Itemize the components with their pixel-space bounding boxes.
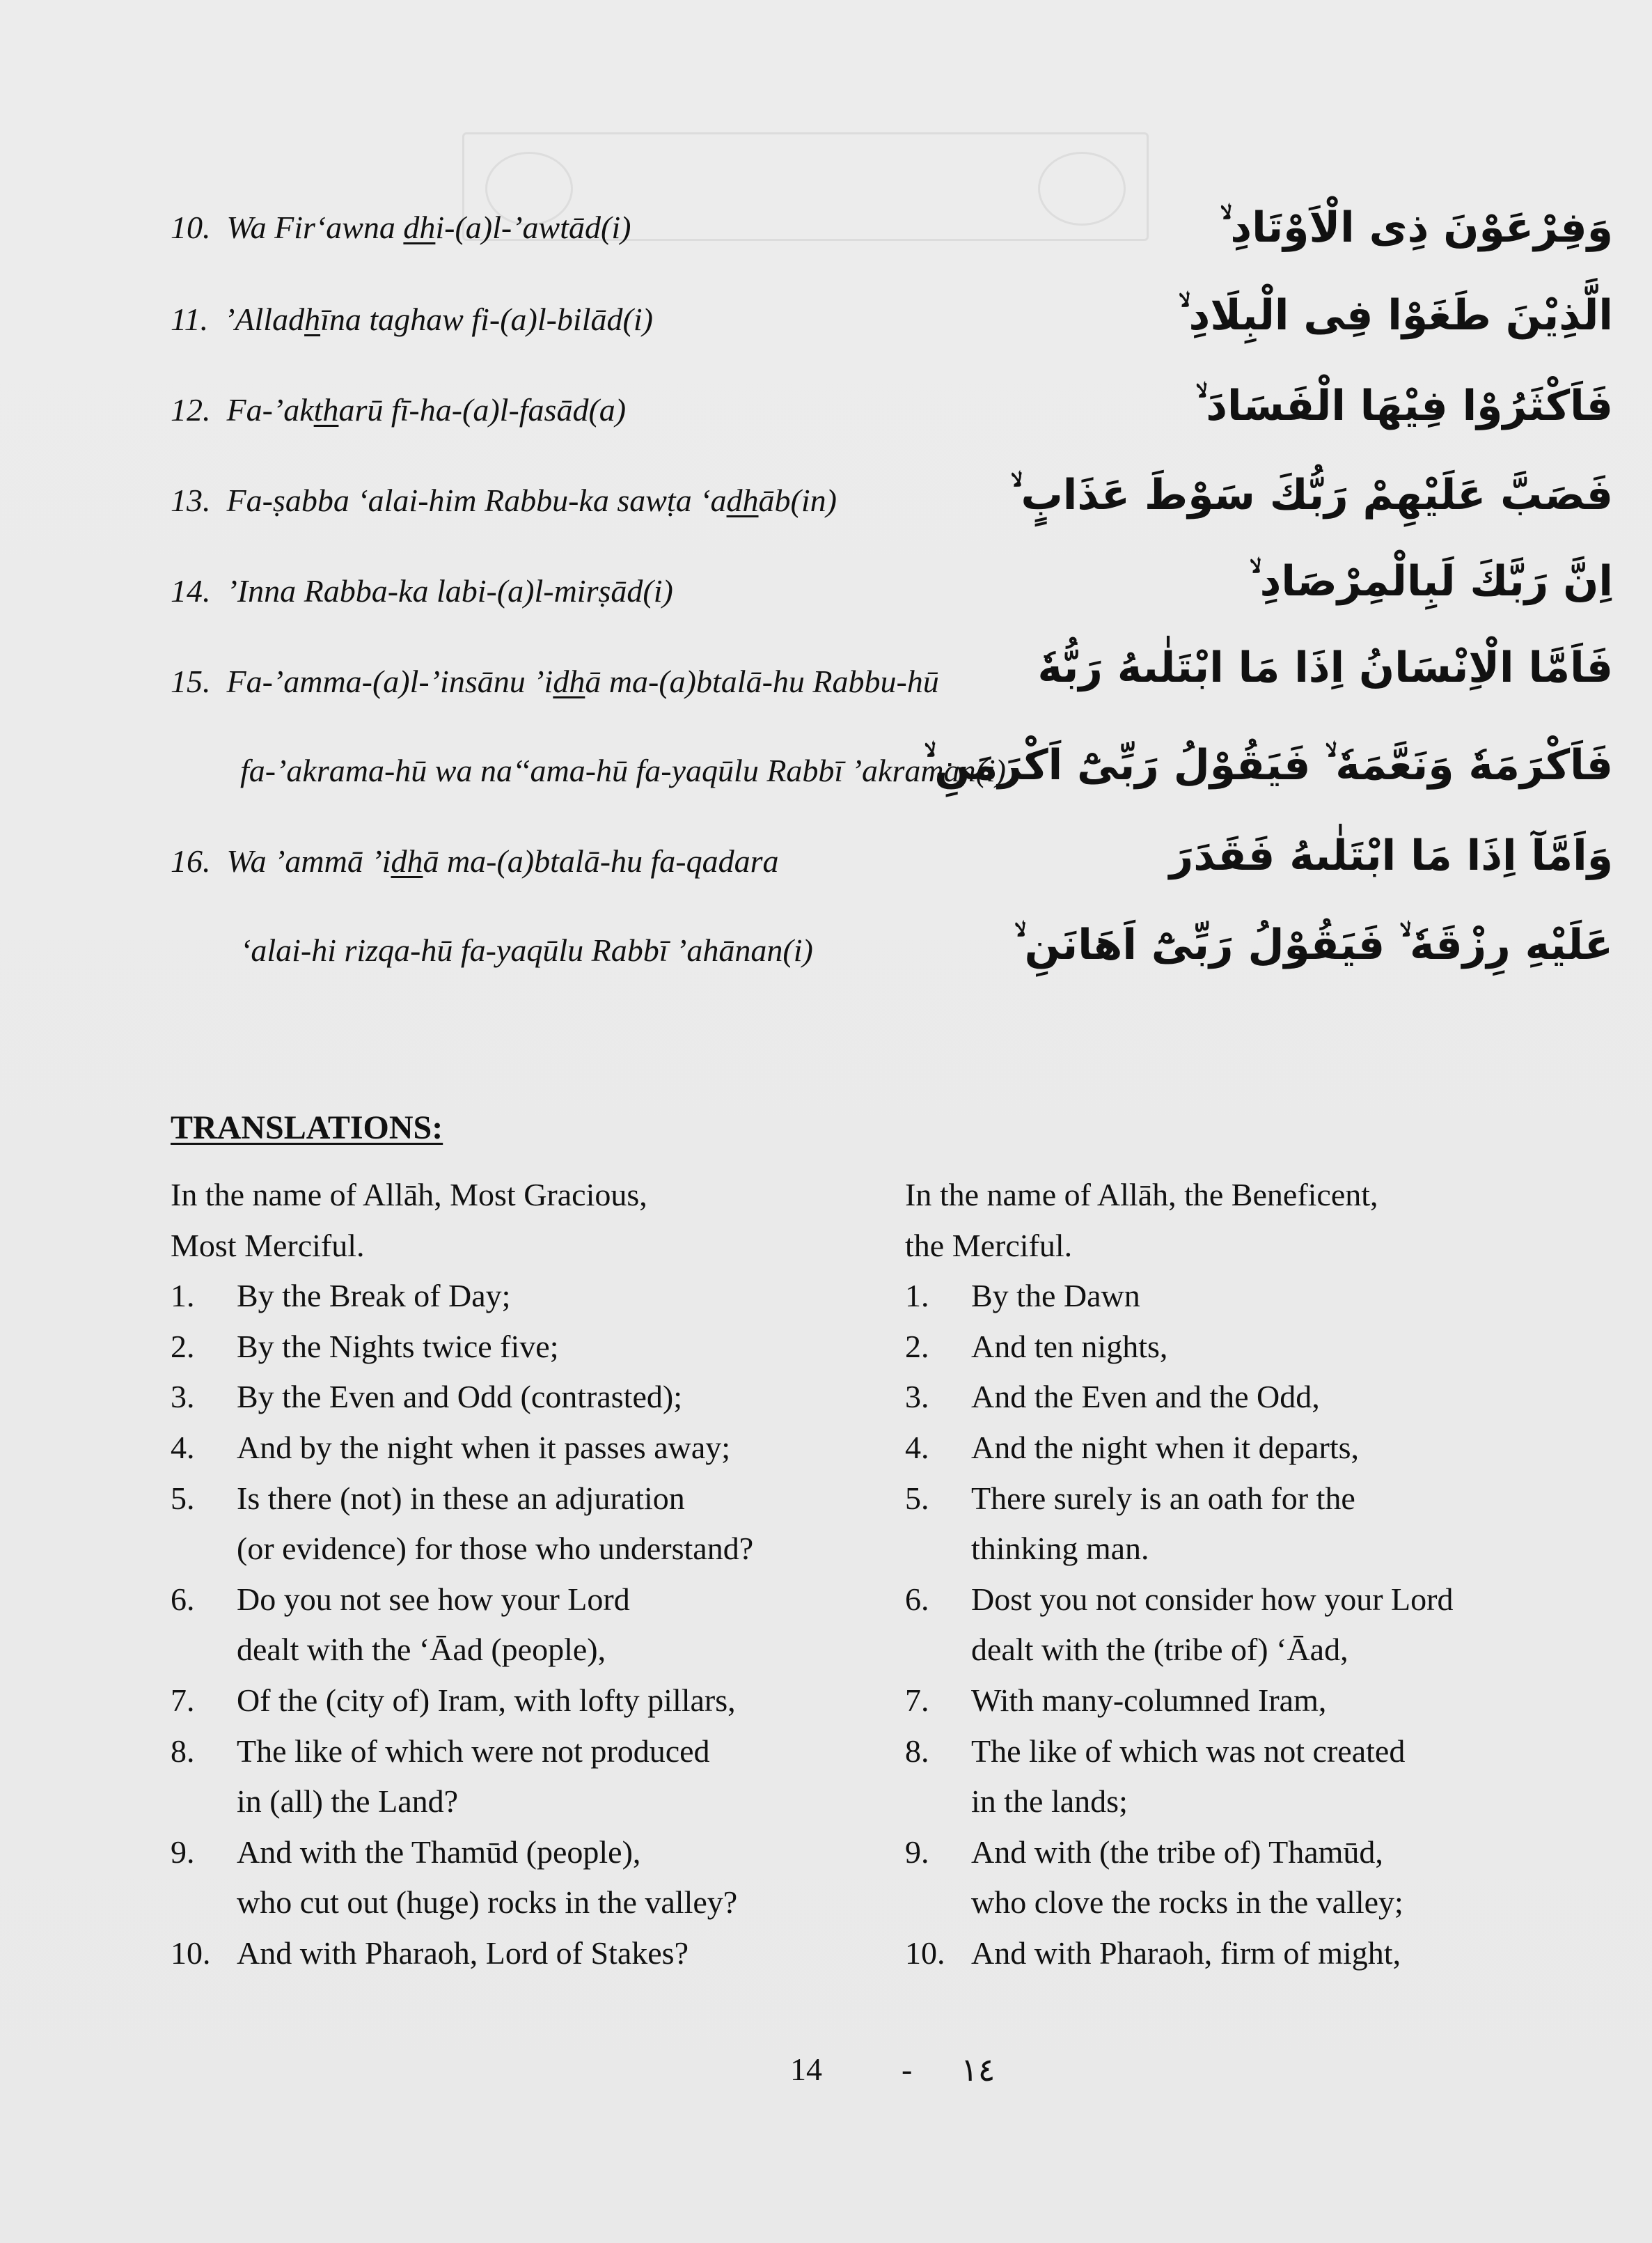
right-translation-item [905, 1474, 1601, 1574]
right-translation-item [905, 1322, 1601, 1373]
verse-text-underlined: dh [391, 843, 423, 879]
item-number: 8. [171, 1733, 195, 1769]
verse-transliteration [240, 752, 1006, 789]
verse-text: Wa Fir‘awna [226, 210, 404, 245]
right-translation-item [905, 1271, 1601, 1322]
verse-number: 10. [171, 210, 211, 245]
item-text [237, 1726, 867, 1827]
item-line: And with (the tribe of) Thamūd, [971, 1834, 1383, 1870]
item-number: 5. [171, 1480, 195, 1516]
verse-transliteration [171, 663, 939, 700]
right-translation-item [905, 1372, 1601, 1423]
item-line: By the Nights twice five; [237, 1328, 559, 1364]
verse-text: Fa-’ak [226, 392, 314, 428]
left-translation-item [171, 1827, 867, 1928]
verse-text: Wa ’ammā ’i [226, 843, 391, 879]
item-text [237, 1372, 867, 1423]
left-intro-line-1: In the name of Allāh, Most Gracious, [171, 1177, 647, 1212]
item-text [971, 1827, 1601, 1928]
item-line: And with Pharaoh, Lord of Stakes? [237, 1935, 689, 1971]
item-line: dealt with the (tribe of) ‘Āad, [971, 1632, 1348, 1668]
verse-number: 12. [171, 392, 211, 428]
item-text [971, 1675, 1601, 1726]
item-text [971, 1322, 1601, 1373]
item-text [971, 1372, 1601, 1423]
left-translation-item [171, 1372, 867, 1423]
verse-arabic: فَاَكْرَمَهٗ وَنَعَّمَهٗ ۙ فَيَقُوْلُ رَبِّىْٓ اَكْرَمَنِ ۙ [924, 741, 1613, 790]
verse-transliteration [171, 572, 673, 609]
item-number: 3. [171, 1379, 195, 1415]
item-line: Do you not see how your Lord [237, 1581, 630, 1617]
verse-text-underlined: th [313, 392, 339, 428]
verse-text: Fa-ṣabba ‘alai-him Rabbu-ka sawṭa ‘a [226, 483, 727, 518]
verse-arabic: فَاَمَّا الْاِنْسَانُ اِذَا مَا ابْتَلٰىهُ رَبُّهٗ [1037, 643, 1613, 692]
page-separator: - [902, 2051, 913, 2087]
left-translation-item [171, 1474, 867, 1574]
verse-text-underlined: h [304, 302, 321, 337]
item-line: in the lands; [971, 1783, 1128, 1820]
verse-text: ‘alai-hi rizqa-hū fa-yaqūlu Rabbī ’ahānan(i) [240, 932, 813, 968]
right-translation-item [905, 1928, 1601, 1979]
item-line: There surely is an oath for the [971, 1480, 1355, 1516]
right-intro-line-1: In the name of Allāh, the Beneficent, [905, 1177, 1378, 1212]
item-number: 9. [171, 1834, 195, 1870]
verse-text: īna taghaw fi-(a)l-bilād(i) [320, 302, 653, 337]
item-line: And by the night when it passes away; [237, 1429, 731, 1465]
item-line: Of the (city of) Iram, with lofty pillars, [237, 1682, 736, 1718]
verse-arabic: عَلَيْهِ رِزْقَهٗ ۙ فَيَقُوْلُ رَبِّىْٓ اَهَانَنِ ۙ [1014, 921, 1613, 969]
page-number: 14 [790, 2051, 822, 2087]
verse-text: āb(in) [758, 483, 837, 518]
left-translation-item [171, 1423, 867, 1474]
item-number: 7. [171, 1682, 195, 1718]
item-text [237, 1322, 867, 1373]
verse-text-underlined: dh [553, 664, 585, 699]
verse-arabic: اِنَّ رَبَّكَ لَبِالْمِرْصَادِ ۙ [1249, 557, 1613, 606]
verse-text: ā ma-(a)btalā-hu fa-qadara [423, 843, 779, 879]
item-number: 10. [171, 1935, 211, 1971]
item-line: By the Dawn [971, 1278, 1140, 1314]
item-number: 6. [905, 1581, 929, 1617]
verse-arabic: فَاَكْثَرُوْا فِيْهَا الْفَسَادَ ۙ [1195, 382, 1613, 430]
verse-text: ’Allad [224, 302, 305, 337]
item-line: who clove the rocks in the valley; [971, 1884, 1403, 1921]
item-number: 1. [171, 1278, 195, 1314]
item-text [971, 1928, 1601, 1979]
item-number: 2. [171, 1328, 195, 1364]
item-line: The like of which was not created [971, 1733, 1406, 1769]
translation-left-column [171, 1170, 867, 1979]
verse-text-underlined: dh [726, 483, 759, 518]
verse-number: 14. [171, 573, 211, 609]
left-items [171, 1271, 867, 1978]
right-translation-item [905, 1675, 1601, 1726]
verse-arabic: وَاَمَّآ اِذَا مَا ابْتَلٰىهُ فَقَدَرَ [1169, 831, 1613, 880]
item-line: who cut out (huge) rocks in the valley? [237, 1884, 738, 1921]
left-translation-item [171, 1271, 867, 1322]
item-text [237, 1474, 867, 1574]
item-line: (or evidence) for those who understand? [237, 1531, 754, 1567]
left-translation-item [171, 1928, 867, 1979]
item-number: 8. [905, 1733, 929, 1769]
item-number: 9. [905, 1834, 929, 1870]
right-translation-item [905, 1726, 1601, 1827]
verse-transliteration [240, 932, 813, 969]
verse-text: Fa-’amma-(a)l-’insānu ’i [226, 664, 553, 699]
verse-arabic: فَصَبَّ عَلَيْهِمْ رَبُّكَ سَوْطَ عَذَابٍ ۙ [1010, 471, 1613, 519]
item-number: 6. [171, 1581, 195, 1617]
item-line: dealt with the ‘Āad (people), [237, 1632, 606, 1668]
item-number: 5. [905, 1480, 929, 1516]
right-translation-item [905, 1574, 1601, 1675]
item-number: 3. [905, 1379, 929, 1415]
left-translation-item [171, 1726, 867, 1827]
item-line: And with the Thamūd (people), [237, 1834, 641, 1870]
item-text [971, 1574, 1601, 1675]
item-line: And with Pharaoh, firm of might, [971, 1935, 1401, 1971]
translations-heading: TRANSLATIONS: [171, 1109, 443, 1146]
right-translation-item [905, 1827, 1601, 1928]
item-line: Is there (not) in these an adjuration [237, 1480, 685, 1516]
item-line: in (all) the Land? [237, 1783, 459, 1820]
right-intro-line-2: the Merciful. [905, 1227, 1073, 1263]
item-line: Dost you not consider how your Lord [971, 1581, 1454, 1617]
verse-text-underlined: dh [403, 210, 436, 245]
item-line: By the Even and Odd (contrasted); [237, 1379, 682, 1415]
item-number: 4. [171, 1429, 195, 1465]
verse-number: 15. [171, 664, 211, 699]
left-translation-item [171, 1675, 867, 1726]
item-line: And the night when it departs, [971, 1429, 1360, 1465]
translation-right-column [905, 1170, 1601, 1979]
item-text [237, 1271, 867, 1322]
item-text [971, 1726, 1601, 1827]
item-number: 1. [905, 1278, 929, 1314]
verse-transliteration [171, 209, 631, 246]
verse-text: ā ma-(a)btalā-hu Rabbu-hū [585, 664, 939, 699]
verse-text: ’Inna Rabba-ka labi-(a)l-mirṣād(i) [226, 573, 673, 609]
right-items [905, 1271, 1601, 1978]
item-text [237, 1574, 867, 1675]
verse-transliteration [171, 301, 653, 338]
item-line: And the Even and the Odd, [971, 1379, 1320, 1415]
item-text [971, 1423, 1601, 1474]
verse-number: 13. [171, 483, 211, 518]
item-line: The like of which were not produced [237, 1733, 710, 1769]
verse-arabic: وَفِرْعَوْنَ ذِى الْاَوْتَادِ ۙ [1220, 203, 1613, 252]
item-line: thinking man. [971, 1531, 1149, 1567]
verse-transliteration [171, 391, 626, 428]
item-number: 10. [905, 1935, 945, 1971]
right-translation-item [905, 1423, 1601, 1474]
item-line: By the Break of Day; [237, 1278, 511, 1314]
item-text [237, 1928, 867, 1979]
item-text [237, 1423, 867, 1474]
item-text [237, 1675, 867, 1726]
item-line: With many-columned Iram, [971, 1682, 1327, 1718]
left-intro-line-2: Most Merciful. [171, 1227, 365, 1263]
verse-number: 16. [171, 843, 211, 879]
item-text [237, 1827, 867, 1928]
verse-transliteration [171, 843, 779, 880]
item-text [971, 1271, 1601, 1322]
item-number: 4. [905, 1429, 929, 1465]
left-translation-item [171, 1574, 867, 1675]
verse-text: i-(a)l-’awtād(i) [435, 210, 631, 245]
verse-arabic: الَّذِيْنَ طَغَوْا فِى الْبِلَادِ ۙ [1178, 291, 1613, 340]
verse-number: 11. [171, 302, 209, 337]
page-number-arabic: ١٤ [961, 2051, 996, 2088]
verse-text: fa-’akrama-hū wa na‘‘ama-hū fa-yaqūlu Rabbī ’akraman(i) [240, 753, 1006, 788]
item-number: 7. [905, 1682, 929, 1718]
item-line: And ten nights, [971, 1328, 1168, 1364]
item-text [971, 1474, 1601, 1574]
verse-transliteration [171, 482, 837, 519]
left-translation-item [171, 1322, 867, 1373]
verse-text: arū fī-ha-(a)l-fasād(a) [338, 392, 627, 428]
item-number: 2. [905, 1328, 929, 1364]
